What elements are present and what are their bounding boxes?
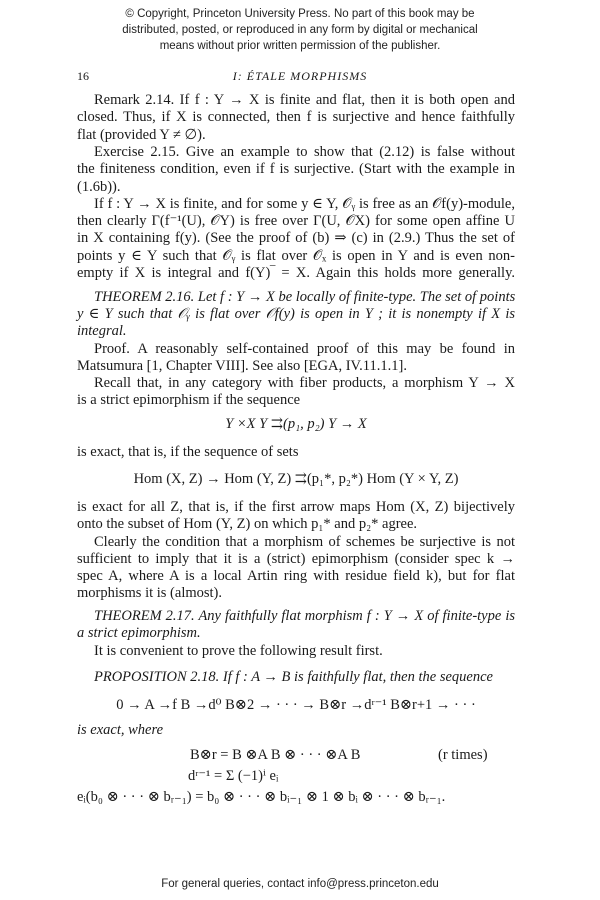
display-equation: eᵢ(b₀ ⊗ · · · ⊗ bᵣ₋₁) = b₀ ⊗ · · · ⊗ bᵢ₋₁ ⊗ 1 ⊗ bᵢ ⊗ · · · ⊗ bᵣ₋₁. [77,789,446,805]
text-line: y ∈ Y such that 𝒪ᵧ is flat over 𝒪f(y) is open in Y ; it is nonempty if X is [77,306,515,322]
text-line: then clearly Γ(f⁻¹(U), 𝒪Y) is free over Γ(U, 𝒪X) for some open affine U [77,213,515,229]
text-line: in X containing f(y). (See the proof of (b) ⇒ (c) in (2.9.) Thus the set of [77,230,515,246]
notice-line: © Copyright, Princeton University Press. No part of this book may be [125,8,475,20]
text-line: is exact for all Z, that is, if the first arrow maps Hom (X, Z) bijectively [77,499,515,515]
text-line: If f : Y → X is finite, and for some y ∈ Y, 𝒪ᵧ is free as an 𝒪f(y)-module, [94,196,515,212]
text-line: Recall that, in any category with fiber products, a morphism Y → X [94,375,515,391]
proof-line: Proof. A reasonably self-contained proof of this may be found in [94,341,515,357]
text-line: sufficient to imply that it is a (strict) epimorphism (consider spec k → [77,551,515,567]
display-equation: Y ×X Y ⇉(p₁, p₂) Y → X [225,416,367,432]
display-equation: dʳ⁻¹ = Σ (−1)ⁱ eᵢ [188,768,279,784]
text-line: Clearly the condition that a morphism of schemes be surjective is not [94,534,515,550]
text-line: flat (provided Y ≠ ∅). [77,127,206,143]
text-line: onto the subset of Hom (Y, Z) on which p₁* and p₂* agree. [77,516,418,532]
display-sequence: 0 → A →f B →d⁰ B⊗2 → · · · → B⊗r →dʳ⁻¹ B⊗r+1 → · · · [116,697,476,713]
copyright-notice [0,6,600,54]
text-line: It is convenient to prove the following result first. [94,643,383,659]
text-line: empty if X is integral and f(Y)‾ = X. Again this holds more generally. [77,265,515,281]
text-line: is exact, that is, if the sequence of sets [77,444,299,460]
notice-line: means without prior written permission of the publisher. [159,40,441,52]
theorem-2-17: THEOREM 2.17. Any faithfully flat morphism f : Y → X of finite-type is [94,608,515,624]
text-line: closed. Thus, if X is connected, then f is surjective and hence faithfully [77,109,515,125]
running-title: I: ÉTALE MORPHISMS [232,69,368,83]
page-number: 16 [77,69,89,83]
text-line: points y ∈ Y such that 𝒪ᵧ is flat over 𝒪ₓ is open in Y and is even non- [77,248,515,264]
footer-contact: For general queries, contact info@press.princeton.edu [161,878,439,890]
theorem-2-16: THEOREM 2.16. Let f : Y → X be locally of finite-type. The set of points [94,289,516,305]
proposition-2-18: PROPOSITION 2.18. If f : A → B is faithfully flat, then the sequence [94,669,493,685]
text-line: is exact, where [77,722,164,738]
text-line: integral. [77,323,127,339]
display-equation: B⊗r = B ⊗A B ⊗ · · · ⊗A B [190,747,361,763]
text-line: morphisms it is (almost). [77,585,222,601]
equation-note: (r times) [438,747,488,763]
text-line: Exercise 2.15. Give an example to show that (2.12) is false without [94,144,515,160]
text-line: spec A, where A is a local Artin ring with residue field k), but for flat [77,568,515,584]
text-line: Remark 2.14. If f : Y → X is finite and flat, then it is both open and [94,92,515,108]
text-line: (1.6b)). [77,179,121,195]
display-equation: Hom (X, Z) → Hom (Y, Z) ⇉(p₁*, p₂*) Hom (Y × Y, Z) [133,471,459,487]
text-line: is a strict epimorphism if the sequence [77,392,301,408]
text-line: the finiteness condition, even if f is surjective. (Start with the example in [77,161,515,177]
text-line: a strict epimorphism. [77,625,201,641]
text-line: Matsumura [1, Chapter VIII]. See also [EGA, IV.11.1.1]. [77,358,407,374]
notice-line: distributed, posted, or reproduced in any form by digital or mechanical [122,24,478,36]
